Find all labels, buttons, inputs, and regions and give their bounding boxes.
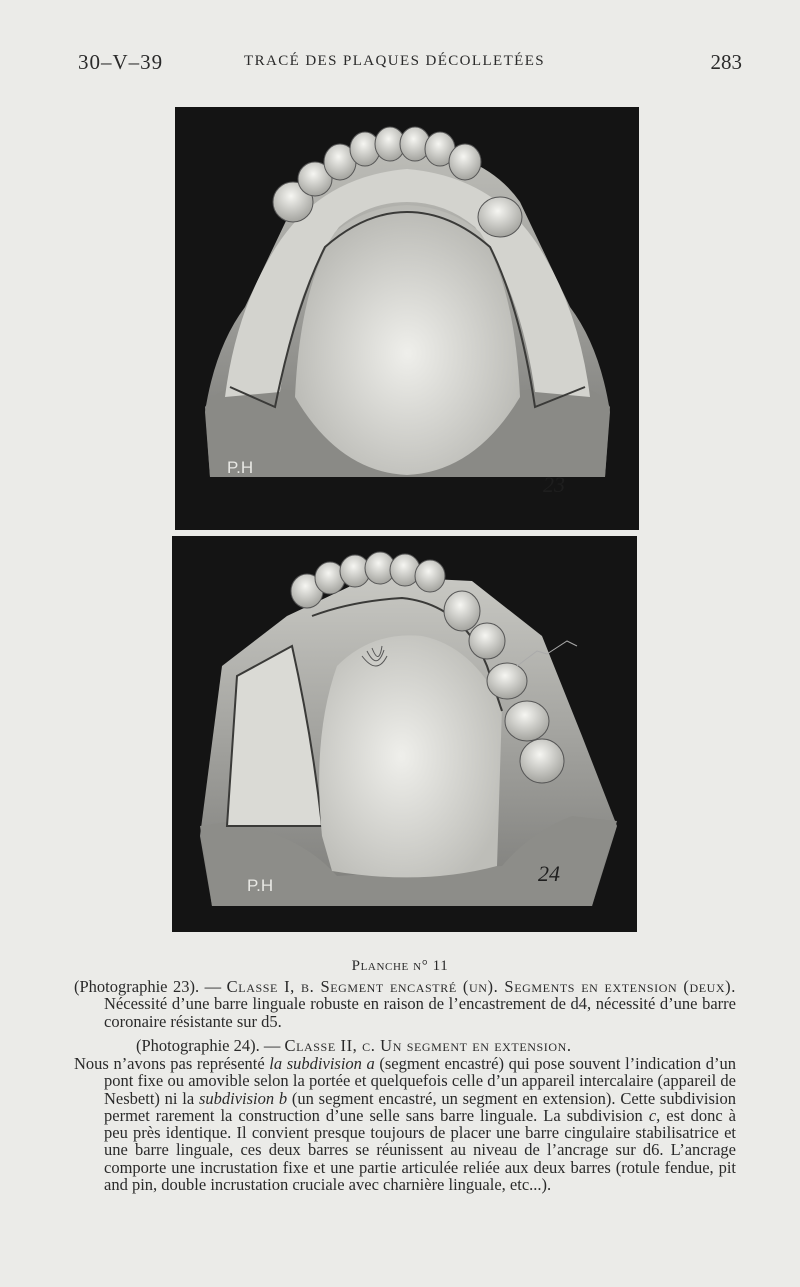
cast-number: 24 — [538, 861, 560, 886]
dental-cast-23-image — [175, 107, 639, 530]
paragraph-text: est donc à peu près identique. Il convient presque toujours de placer une barre cingulaire stabilisatrice et une barre linguale, ces deux barres se réunissent au niveau de l’ancrage sur d6. L’ancrage comporte une incrustation fixe et une partie articulée reliée aux deux barres (rotule fendue, pit and pin, double incrustation cruciale avec charnière linguale, etc...). — [104, 1105, 736, 1195]
paragraph-text: Nous n’avons pas représenté — [74, 1054, 270, 1073]
header-title: TRACÉ DES PLAQUES DÉCOLLETÉES — [244, 53, 546, 69]
paragraph-emphasis: la subdivision a — [269, 1054, 375, 1073]
paragraph-emphasis: subdivision b — [198, 1088, 288, 1108]
header-date: 30–V–39 — [78, 50, 164, 74]
paragraph-text: (un segment encastré, un segment en extension). Cette subdivision permet rarement la construction d’une selle sans barre linguale. La subdivision — [104, 1088, 736, 1125]
caption-23-classification: Classe I, b. Segment encastré (un). Segments en extension (deux). — [226, 977, 736, 996]
caption-23-description: Nécessité d’une barre linguale robuste en raison de l’encastrement de d4, nécessité d’une barre coronaire résistante sur d5. — [104, 994, 736, 1031]
paragraph-text: (segment encastré) qui pose souvent l’indication d’un pont fixe ou amovible selon la portée et quelquefois celle d’un appareil intercalaire (appareil de Nesbett) ni la — [104, 1054, 736, 1108]
photograph-24 — [172, 536, 637, 932]
caption-24-classification: Classe II, c. Un segment en extension. — [284, 1036, 572, 1055]
caption-24-lead: (Photographie 24). — — [136, 1036, 285, 1055]
body-paragraph — [74, 1055, 736, 1193]
paragraph-emphasis: c, — [648, 1105, 661, 1125]
running-header — [78, 50, 742, 80]
page-number: 283 — [710, 50, 742, 74]
cast-number: 23 — [543, 472, 565, 497]
plate-caption-title: Planche n° 11 — [351, 958, 449, 974]
caption-photograph-23 — [74, 978, 736, 1030]
caption-23-lead: (Photographie 23). — — [74, 977, 227, 996]
cast-initials: P.H — [227, 458, 254, 477]
photograph-23 — [175, 107, 639, 530]
cast-initials: P.H — [247, 876, 274, 895]
dental-cast-24-image — [172, 536, 637, 932]
caption-photograph-24 — [74, 1037, 736, 1054]
